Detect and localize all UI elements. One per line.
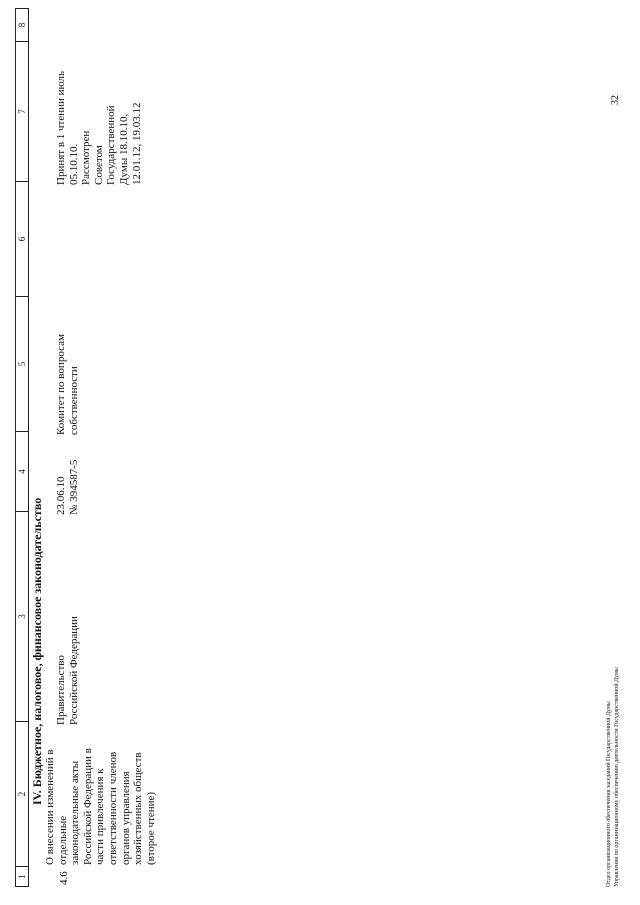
header-col-1: 1 — [16, 866, 28, 886]
bill-title-line: Российской Федерации в — [81, 748, 94, 865]
header-col-6: 6 — [16, 181, 28, 296]
header-col-3: 3 — [16, 511, 28, 721]
status-line: 05.10.10. — [67, 143, 80, 185]
registration-date: 23.06.10 — [55, 476, 67, 515]
footer-line: Управления по организационному обеспечению деятельности Государственной Думы — [614, 667, 620, 887]
committee-line: собственности — [67, 366, 80, 435]
committee-line: Комитет по вопросам — [55, 334, 67, 435]
status-line: Думы 18.10.10, — [117, 113, 130, 185]
bill-title-line: органов управления — [119, 771, 132, 865]
header-col-8: 8 — [17, 22, 27, 28]
bill-title-line: хозяйственных обществ — [132, 752, 145, 865]
status-line: Советом — [92, 145, 105, 185]
initiator — [55, 575, 80, 725]
section-title: IV. Бюджетное, налоговое, финансовое законодательство — [30, 497, 44, 805]
status — [55, 25, 143, 185]
status-line: 12.01.12, 19.03.12 — [130, 102, 143, 185]
bill-title-line: (второе чтение) — [144, 791, 157, 865]
registration-number: № 394587-5 — [67, 459, 80, 515]
bill-title-line: законодательные акты — [69, 760, 82, 865]
header-col-2: 2 — [16, 721, 28, 866]
status-line: Государственной — [105, 105, 118, 185]
header-col-4: 4 — [16, 431, 28, 511]
bill-title-line: отдельные — [56, 815, 69, 865]
bill-title-line: части привлечения к — [94, 768, 107, 865]
page-number: 32 — [610, 95, 621, 105]
bill-title-line: ответственности членов — [106, 751, 119, 865]
page-footer — [605, 667, 621, 887]
initiator-line: Российской Федерации — [67, 616, 80, 725]
bill-title-line: О внесении изменений в — [44, 749, 56, 865]
table-header-row — [15, 8, 29, 887]
header-col-5: 5 — [16, 296, 28, 431]
header-col-7: 7 — [16, 41, 28, 181]
status-line: Рассмотрен — [80, 130, 93, 185]
row-number: 4.6 — [58, 871, 70, 885]
footer-line: Отдел организационного обеспечения заседаний Государственной Думы — [606, 701, 612, 887]
initiator-line: Правительство — [55, 655, 67, 725]
registration — [55, 435, 80, 515]
bill-title — [44, 725, 157, 865]
committee — [55, 305, 80, 435]
status-line: Принят в 1 чтении июль — [55, 71, 67, 185]
